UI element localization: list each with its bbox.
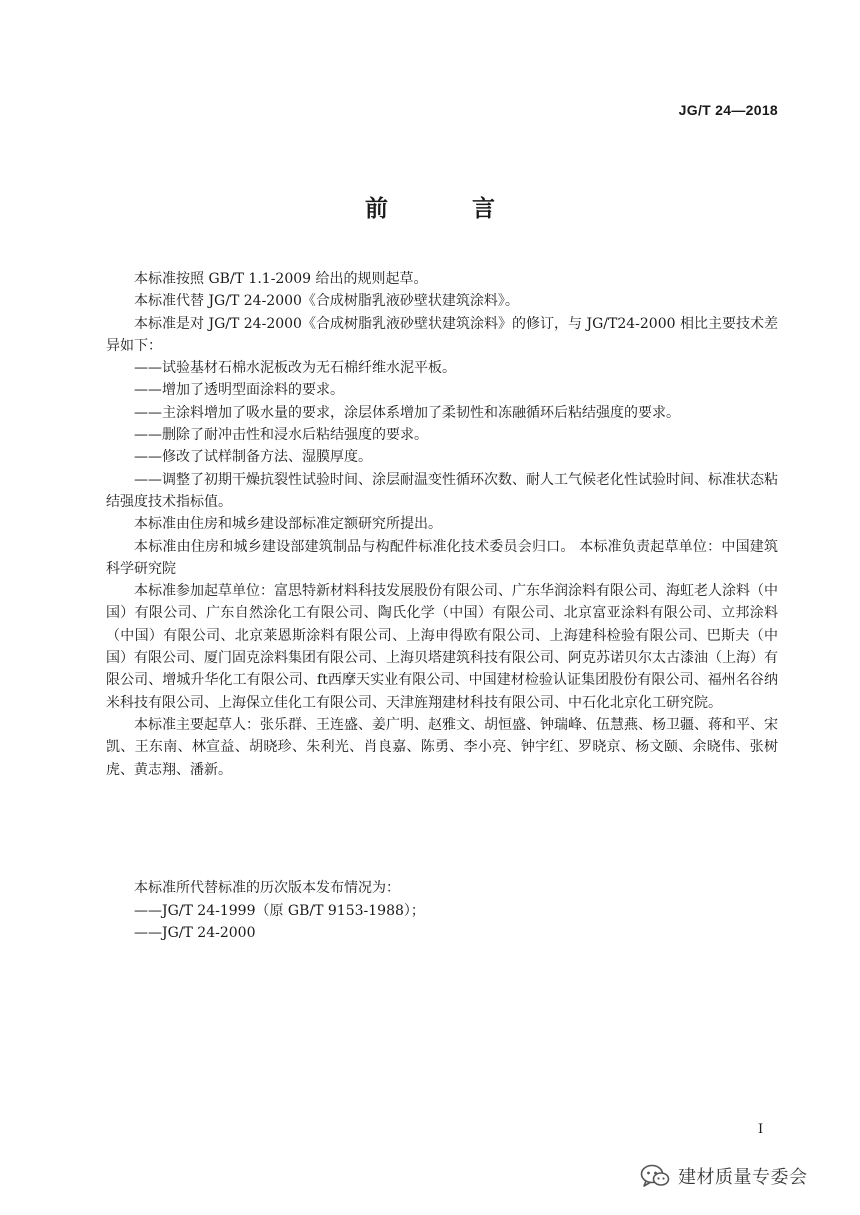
change-item: ——调整了初期干燥抗裂性试验时间、涂层耐温变性循环次数、耐人工气候老化性试验时间、标准状态粘结强度技术指标值。 (106, 471, 778, 510)
paragraph: 本标准是对 JG/T 24-2000《合成树脂乳液砂壁状建筑涂料》的修订，与 JG/T24-2000 相比主要技术差异如下： (106, 315, 778, 354)
history-section (106, 877, 778, 945)
wechat-icon (640, 1163, 670, 1189)
paragraph: 本标准按照 GB/T 1.1-2009 给出的规则起草。 (134, 271, 428, 287)
standard-code: JG/T 24—2018 (678, 102, 778, 118)
foreword-body (106, 268, 778, 781)
change-item: ——增加了透明型面涂料的要求。 (134, 382, 344, 399)
paragraph: 本标准参加起草单位：富思特新材料科技发展股份有限公司、广东华润涂料有限公司、海虹老人涂料（中国）有限公司、广东自然涂化工有限公司、陶氏化学（中国）有限公司、北京富亚涂料有限公司、立邦涂料（中国）有限公司、北京莱恩斯涂料有限公司、上海申得欧有限公司、上海建科检验有限公司、巴斯夫（中国）有限公司、厦门固克涂料集团有限公司、上海贝塔建筑科技有限公司、阿克苏诺贝尔太古漆油（上海）有限公司、增城升华化工有限公司、ft西摩天实业有限公司、中国建材检验认证集团股份有限公司、福州名谷纳米科技有限公司、上海保立佳化工有限公司、天津旌翔建材科技有限公司、中石化北京化工研究院。 (106, 583, 778, 711)
paragraph: 本标准由住房和城乡建设部标准定额研究所提出。 (134, 516, 442, 533)
watermark-text: 建材质量专委会 (678, 1167, 808, 1188)
paragraph: 本标准由住房和城乡建设部建筑制品与构配件标准化技术委员会归口。 本标准负责起草单位：中国建筑科学研究院 (106, 538, 778, 577)
history-item: ——JG/T 24-2000 (134, 925, 256, 942)
page-number: I (758, 1122, 764, 1137)
change-item: ——修改了试样制备方法、湿膜厚度。 (134, 449, 372, 466)
change-item: ——试验基材石棉水泥板改为无石棉纤维水泥平板。 (134, 360, 456, 377)
paragraph: 本标准主要起草人：张乐群、王连盛、姜广明、赵雅文、胡恒盛、钟瑞峰、伍慧燕、杨卫疆、蒋和平、宋凯、王东南、林宣益、胡晓珍、朱利光、肖良嘉、陈勇、李小亮、钟宇红、罗晓京、杨文颐、余晓伟、张树虎、黄志翔、潘新。 (106, 716, 778, 778)
watermark (640, 1163, 808, 1189)
change-item: ——主涂料增加了吸水量的要求，涂层体系增加了柔韧性和冻融循环后粘结强度的要求。 (134, 404, 680, 421)
history-item: ——JG/T 24-1999（原 GB/T 9153-1988）； (134, 902, 425, 919)
change-item: ——删除了耐冲击性和浸水后粘结强度的要求。 (134, 427, 428, 444)
history-intro: 本标准所代替标准的历次版本发布情况为： (134, 880, 400, 896)
page-title: 前 言 (364, 196, 533, 222)
paragraph: 本标准代替 JG/T 24-2000《合成树脂乳液砂壁状建筑涂料》。 (134, 293, 519, 310)
